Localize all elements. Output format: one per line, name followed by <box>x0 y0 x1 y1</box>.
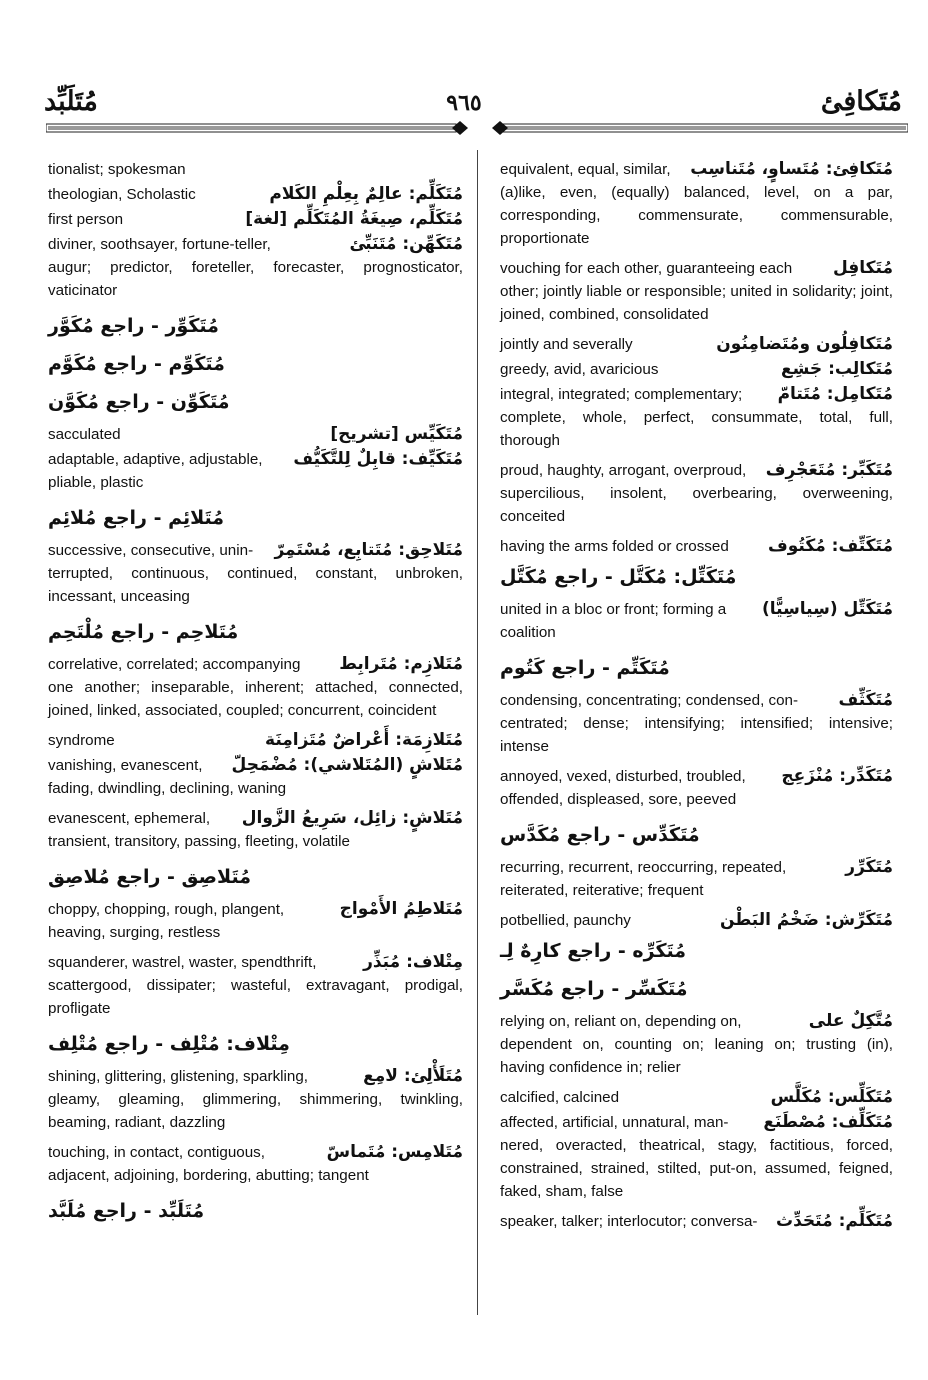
english-gloss-continued: other; jointly liable or responsible; united in solidarity; joint, joined, combined, consolidated <box>500 283 893 323</box>
dictionary-entry <box>500 598 893 644</box>
cross-reference-entry <box>48 1027 463 1061</box>
arabic-headword: مُتَلاشٍ: زائِل، سَرِيعُ الزَّوال <box>241 808 463 828</box>
english-gloss-continued: heaving, surging, restless <box>48 924 221 941</box>
arabic-headword: مُتَكَتِّف: مُكَتُوف <box>767 536 893 556</box>
arabic-headword: مُتَكَتِّل: مُكَتَّل - راجع مُكَتَّل <box>500 566 737 588</box>
english-gloss: relying on, reliant on, depending on, <box>500 1013 742 1030</box>
cross-reference-entry <box>48 385 463 419</box>
english-gloss: proud, haughty, arrogant, overproud, <box>500 462 747 479</box>
english-gloss: first person <box>48 211 124 228</box>
dictionary-entry <box>48 807 463 853</box>
dictionary-entry <box>48 951 463 1020</box>
dictionary-entry <box>48 158 463 181</box>
right-column <box>500 158 893 1235</box>
dictionary-entry <box>500 535 893 558</box>
english-gloss: vouching for each other, guaranteeing each <box>500 260 793 277</box>
column-divider <box>477 150 478 1315</box>
header-rule <box>46 121 908 135</box>
english-gloss-continued: augur; predictor, foreteller, forecaster, prognosticator, vaticinator <box>48 259 463 299</box>
arabic-headword: مُتَكافِئ: مُتَساوٍ، مُتَناسِب <box>690 159 893 179</box>
arabic-headword: مُتَلاصِق - راجع مُلاصِق <box>48 866 251 888</box>
dictionary-entry <box>500 856 893 902</box>
cross-reference-entry <box>48 860 463 894</box>
arabic-headword: مُتَلاحِم - راجع مُلْتَحِم <box>48 621 239 643</box>
arabic-headword: مُتَلامِس: مُتَماسّ <box>326 1142 463 1162</box>
dictionary-entry <box>500 1111 893 1203</box>
english-gloss: touching, in contact, contiguous, <box>48 1144 265 1161</box>
dictionary-entry <box>500 459 893 528</box>
dictionary-entry <box>48 653 463 722</box>
arabic-headword: مُتَلاحِق: مُتَتابِع، مُسْتَمِرّ <box>274 540 463 560</box>
english-gloss: tionalist; spokesman <box>48 161 186 178</box>
arabic-headword: مُتَكَرِّر <box>845 857 893 877</box>
arabic-headword: مُتَكَلِّم: مُتَحَدِّث <box>776 1211 893 1231</box>
rule-diamond-left <box>452 121 468 135</box>
dictionary-entry <box>48 183 463 206</box>
english-gloss-continued: transient, transitory, passing, fleeting, volatile <box>48 833 350 850</box>
english-gloss-continued: supercilious, insolent, overbearing, overweening, conceited <box>500 485 893 525</box>
arabic-headword: مُتَلَبِّد - راجع مُلَبَّد <box>48 1200 205 1222</box>
arabic-headword: مُتَكَدِّس - راجع مُكَدَّس <box>500 824 700 846</box>
english-gloss: correlative, correlated; accompanying <box>48 656 301 673</box>
dictionary-entry <box>500 1210 893 1233</box>
english-gloss-continued: (a)like, even, (equally) balanced, level, on a par, corresponding, commensurate, commensurable, proportionate <box>500 184 893 247</box>
arabic-headword: مُتَكَسِّر - راجع مُكَسَّر <box>500 978 688 1000</box>
arabic-headword: مِتْلاف: مُتْلِف - راجع مُتْلِف <box>48 1033 290 1055</box>
english-gloss: squanderer, wastrel, waster, spendthrift, <box>48 954 317 971</box>
arabic-headword: مُتَكالِب: جَشِع <box>781 359 893 379</box>
arabic-headword: مُتَكَثِّف <box>838 690 893 710</box>
cross-reference-entry <box>48 501 463 535</box>
english-gloss: affected, artificial, unnatural, man- <box>500 1114 729 1131</box>
cross-reference-entry <box>500 934 893 968</box>
dictionary-entry <box>500 689 893 758</box>
cross-reference-entry <box>500 818 893 852</box>
arabic-headword: مُتَكَلِّم، صِيغَةُ المُتَكَلِّم [لغة] <box>245 209 463 229</box>
english-gloss: vanishing, evanescent, <box>48 757 203 774</box>
arabic-headword: مُتَكَوِّن - راجع مُكَوَّن <box>48 391 230 413</box>
left-column <box>48 158 463 1232</box>
arabic-headword: مُتَلازِم: مُتَرابِط <box>339 654 463 674</box>
english-gloss: choppy, chopping, rough, plangent, <box>48 901 285 918</box>
arabic-headword: مُتَكَبِّر: مُتَعَجْرِف <box>765 460 893 480</box>
english-gloss: jointly and severally <box>500 336 633 353</box>
english-gloss-continued: scattergood, dissipater; wasteful, extravagant, prodigal, profligate <box>48 977 463 1017</box>
arabic-headword: مُتَلازِمَة: أَعْراضٌ مُتَزامِنَة <box>265 730 463 750</box>
english-gloss: sacculated <box>48 426 121 443</box>
dictionary-entry <box>500 333 893 356</box>
running-head-left: مُتَلَبِّد <box>44 86 98 117</box>
arabic-headword: مُتَلاطِمُ الأَمْواج <box>339 899 463 919</box>
arabic-headword: مُتَلائِم - راجع مُلائِم <box>48 507 225 529</box>
english-gloss-continued: adjacent, adjoining, bordering, abutting; tangent <box>48 1167 369 1184</box>
arabic-headword: مُتَكَيِّف: قابِلٌ لِلتَّكَيُّف <box>293 449 463 469</box>
dictionary-entry <box>500 358 893 381</box>
dictionary-entry <box>48 754 463 800</box>
dictionary-entry <box>48 898 463 944</box>
english-gloss-continued: reiterated, reiterative; frequent <box>500 882 704 899</box>
english-gloss: diviner, soothsayer, fortune-teller, <box>48 236 271 253</box>
cross-reference-entry <box>500 972 893 1006</box>
english-gloss: condensing, concentrating; condensed, con- <box>500 692 799 709</box>
english-gloss-continued: pliable, plastic <box>48 474 144 491</box>
arabic-headword: مُتَكَرِّش: ضَخْمُ البَطْن <box>719 910 893 930</box>
english-gloss: speaker, talker; interlocutor; conversa- <box>500 1213 758 1230</box>
english-gloss: successive, consecutive, unin- <box>48 542 254 559</box>
dictionary-entry <box>500 383 893 452</box>
english-gloss: greedy, avid, avaricious <box>500 361 659 378</box>
dictionary-entry <box>500 909 893 932</box>
english-gloss: equivalent, equal, similar, <box>500 161 671 178</box>
english-gloss-continued: dependent on, counting on; leaning on; trusting (in), having confidence in; relier <box>500 1036 893 1076</box>
english-gloss-continued: nered, overacted, theatrical, stagy, factitious, forced, constrained, strained, stilted, put-on, assumed, feigned, faked, sham, false <box>500 1137 893 1200</box>
rule-diamond-right <box>492 121 508 135</box>
english-gloss-continued: offended, displeased, sore, peeved <box>500 791 737 808</box>
english-gloss: integral, integrated; complementary; <box>500 386 743 403</box>
dictionary-entry <box>48 1141 463 1187</box>
cross-reference-entry <box>500 560 893 594</box>
dictionary-entry <box>48 1065 463 1134</box>
english-gloss: having the arms folded or crossed <box>500 538 729 555</box>
arabic-headword: مُتَكَلِّم: عالِمٌ بِعِلْمِ الكَلام <box>269 184 463 204</box>
cross-reference-entry <box>500 651 893 685</box>
arabic-headword: مُتَّكِلٌ على <box>808 1011 893 1031</box>
english-gloss: shining, glittering, glistening, sparkling, <box>48 1068 309 1085</box>
arabic-headword: مُتَكَوِّر - راجع مُكَوَّر <box>48 315 219 337</box>
dictionary-entry <box>48 448 463 494</box>
arabic-headword: مُتَكَدِّر: مُنْزَعِج <box>781 766 893 786</box>
dictionary-entry <box>500 257 893 326</box>
cross-reference-entry <box>48 309 463 343</box>
english-gloss: potbellied, paunchy <box>500 912 631 929</box>
arabic-headword: مُتَكَوِّم - راجع مُكَوَّم <box>48 353 225 375</box>
english-gloss-continued: complete, whole, perfect, consummate, total, full, thorough <box>500 409 893 449</box>
arabic-headword: مُتَكَتِّم - راجع كَتُوم <box>500 657 670 679</box>
english-gloss: evanescent, ephemeral, <box>48 810 211 827</box>
arabic-headword: مُتَلاشٍ (المُتَلاشي): مُضْمَحِلّ <box>231 755 463 775</box>
arabic-headword: مُتَكافِل <box>832 258 893 278</box>
english-gloss-continued: coalition <box>500 624 556 641</box>
english-gloss-continued: gleamy, gleaming, glimmering, shimmering, twinkling, beaming, radiant, dazzling <box>48 1091 463 1131</box>
cross-reference-entry <box>48 615 463 649</box>
english-gloss-continued: centrated; dense; intensifying; intensified; intensive; intense <box>500 715 893 755</box>
dictionary-entry <box>500 765 893 811</box>
cross-reference-entry <box>48 1194 463 1228</box>
arabic-headword: مُتَكَلِّف: مُصْطَنَع <box>763 1112 893 1132</box>
arabic-headword: مُتَكامِل: مُتَتامّ <box>777 384 893 404</box>
english-gloss: calcified, calcined <box>500 1089 620 1106</box>
english-gloss: united in a bloc or front; forming a <box>500 601 727 618</box>
dictionary-entry <box>500 158 893 250</box>
dictionary-entry <box>48 729 463 752</box>
dictionary-entry <box>48 423 463 446</box>
arabic-headword: مُتَكَتِّل (سِياسِيًّا) <box>761 599 893 619</box>
english-gloss: theologian, Scholastic <box>48 186 196 203</box>
dictionary-entry <box>500 1086 893 1109</box>
dictionary-entry <box>500 1010 893 1079</box>
running-head-right: مُتَكافِئ <box>820 86 902 117</box>
arabic-headword: مُتَكَرِّه - راجع كارِهٌ لِـ <box>500 940 687 962</box>
english-gloss: recurring, recurrent, reoccurring, repeated, <box>500 859 787 876</box>
cross-reference-entry <box>48 347 463 381</box>
english-gloss: annoyed, vexed, disturbed, troubled, <box>500 768 746 785</box>
arabic-headword: مُتَكَلِّس: مُكَلَّس <box>770 1087 893 1107</box>
arabic-headword: مُتَكَهِّن: مُتَنَبِّئ <box>349 234 463 254</box>
dictionary-entry <box>48 208 463 231</box>
english-gloss-continued: one another; inseparable, inherent; attached, connected, joined, linked, associated, coupled; concurrent, coincident <box>48 679 463 719</box>
dictionary-entry <box>48 233 463 302</box>
page-number: ٩٦٥ <box>446 90 482 116</box>
english-gloss: syndrome <box>48 732 115 749</box>
arabic-headword: مُتَلَأْلِئ: لامِع <box>363 1066 463 1086</box>
english-gloss-continued: fading, dwindling, declining, waning <box>48 780 287 797</box>
arabic-headword: مُتَكافِلُون ومُتَضامِنُون <box>716 334 893 354</box>
arabic-headword: مِتْلاف: مُبَذِّر <box>363 952 463 972</box>
dictionary-entry <box>48 539 463 608</box>
english-gloss: adaptable, adaptive, adjustable, <box>48 451 263 468</box>
english-gloss-continued: terrupted, continuous, continued, constant, unbroken, incessant, unceasing <box>48 565 463 605</box>
arabic-headword: مُتَكَيِّس [تشريح] <box>330 424 463 444</box>
